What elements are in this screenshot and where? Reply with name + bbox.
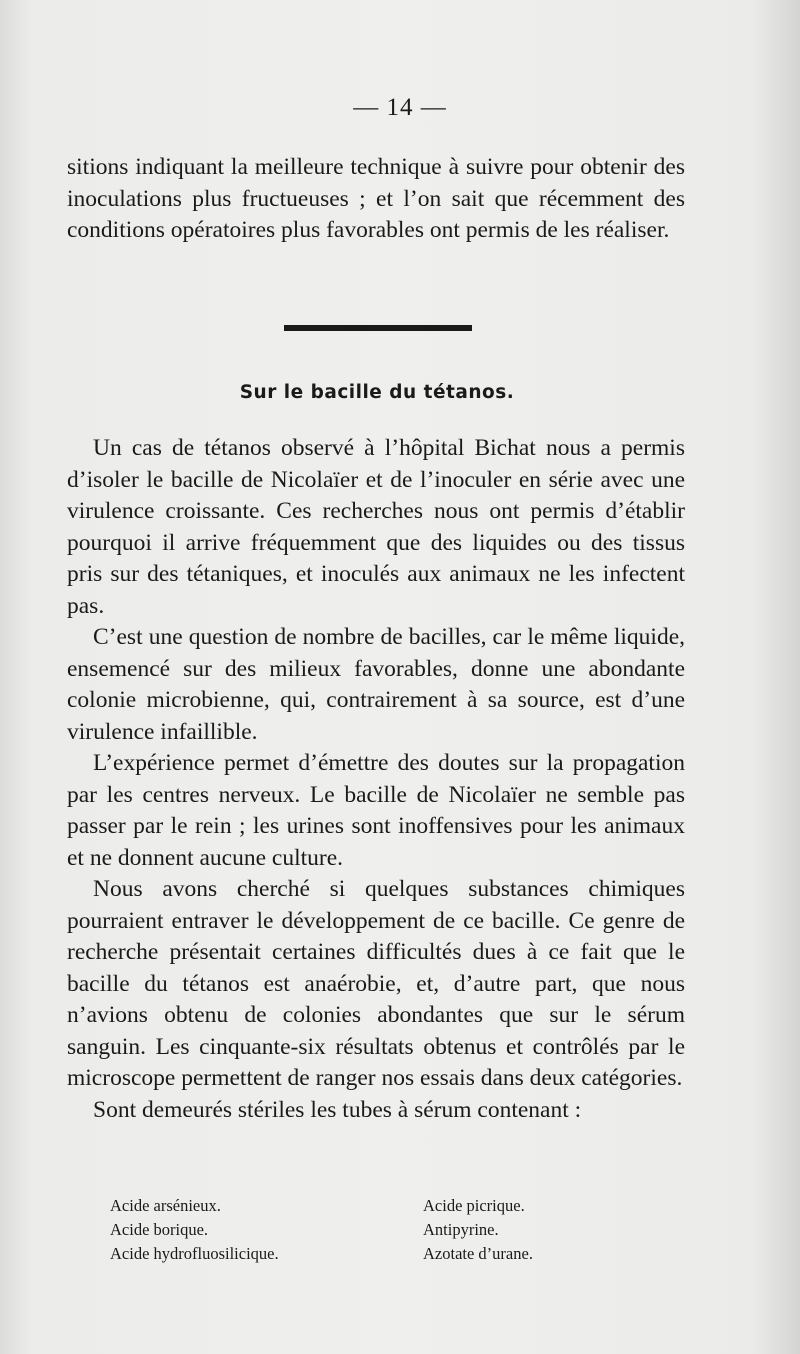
paragraph: Sont demeurés stériles les tubes à sérum contenant :: [93, 1096, 582, 1123]
section-body: [67, 433, 685, 1126]
substance-list-left-column: [110, 1194, 279, 1266]
substance-list-right-column: [423, 1194, 533, 1266]
section-title: Sur le bacille du tétanos.: [239, 382, 515, 403]
list-item: Acide hydrofluosilicique.: [110, 1244, 279, 1263]
list-item: Acide picrique.: [423, 1196, 525, 1215]
list-item: Azotate d’urane.: [423, 1244, 533, 1263]
paragraph: L’expérience permet d’émettre des doutes sur la propagation par les centres nerveux. Le bacille de Nicolaïer ne semble pas passer par le rein ; les urines sont inoffensives pour les animaux et ne donnent aucune culture.: [67, 750, 685, 871]
list-item: Antipyrine.: [423, 1220, 499, 1239]
paragraph: Un cas de tétanos observé à l’hôpital Bichat nous a permis d’isoler le bacille de Nicolaïer et de l’inoculer en série avec une virulence croissante. Ces recherches nous ont permis d’établir pourquoi il arrive fréquemment que des liquides ou des tissus pris sur des tétaniques, et inoculés aux animaux ne les infectent pas.: [67, 435, 685, 619]
intro-paragraph: [67, 152, 685, 247]
section-divider: [284, 325, 472, 331]
paragraph: C’est une question de nombre de bacilles, car le même liquide, ensemencé sur des milieux favorables, donne une abondante colonie microbienne, qui, contrairement à sa source, est d’une virulence infaillible.: [67, 624, 685, 745]
list-item: Acide borique.: [110, 1220, 209, 1239]
intro-text: sitions indiquant la meilleure technique à suivre pour obtenir des inoculations plus fructueuses ; et l’on sait que récemment des conditions opératoires plus favorables ont permis de les réaliser.: [67, 154, 685, 243]
page-number: — 14 —: [353, 94, 447, 121]
paragraph: Nous avons cherché si quelques substances chimiques pourraient entraver le développement de ce bacille. Ce genre de recherche présentait certaines difficultés dues à ce fait que le bacille du tétanos est anaérobie, et, d’autre part, que nous n’avions obtenu de colonies abondantes que sur le sérum sanguin. Les cinquante-six résultats obtenus et contrôlés par le microscope permettent de ranger nos essais dans deux catégories.: [67, 876, 685, 1091]
list-item: Acide arsénieux.: [110, 1196, 221, 1215]
